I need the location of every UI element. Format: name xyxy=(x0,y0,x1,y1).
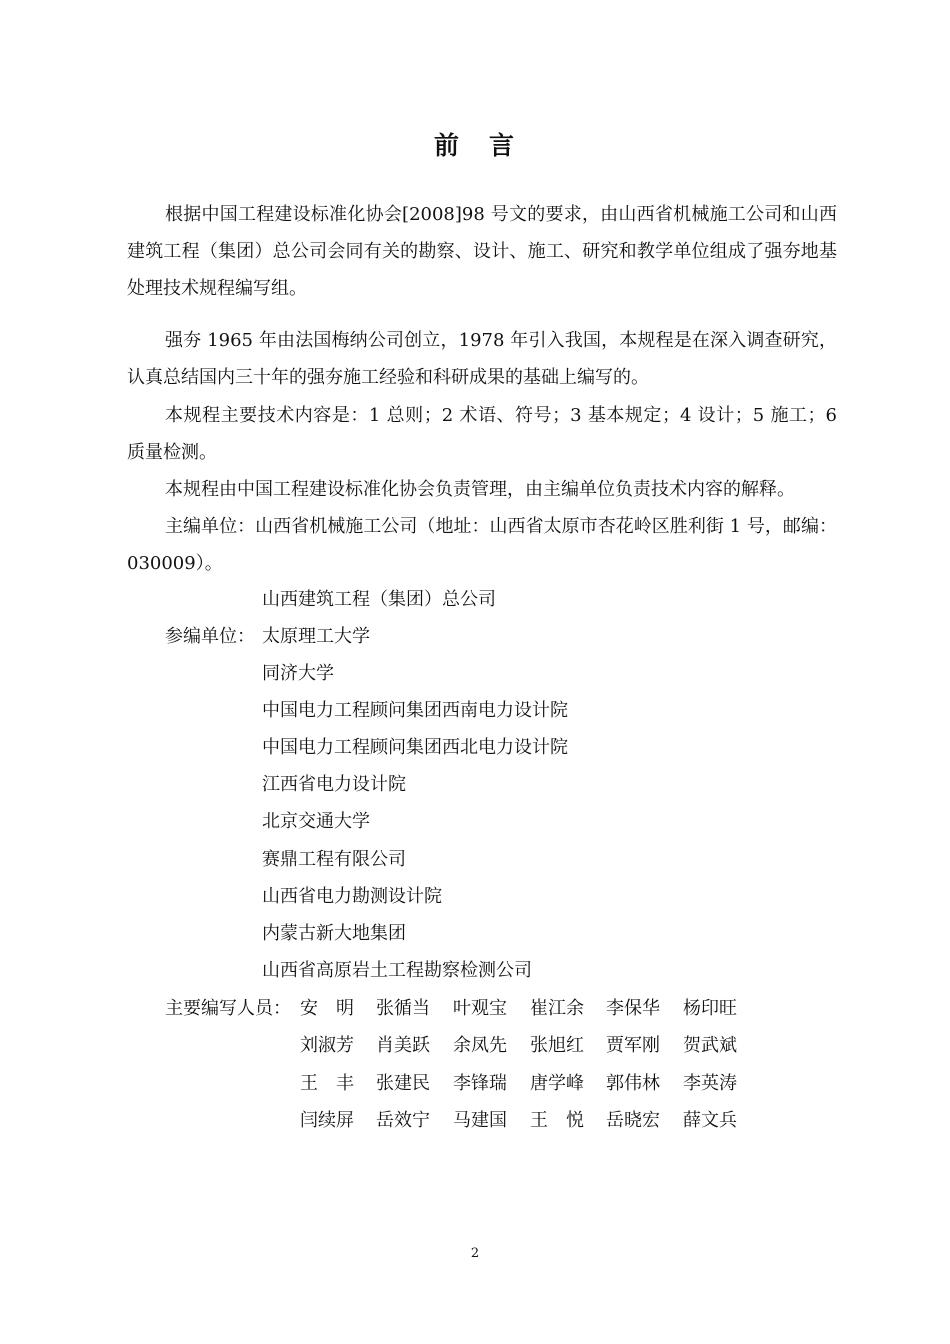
drafter-name: 闫续屏 xyxy=(300,1110,354,1131)
drafter-name: 刘淑芳 xyxy=(300,1035,354,1056)
drafter-name: 王 丰 xyxy=(300,1073,354,1094)
drafter-name: 岳效宁 xyxy=(376,1110,430,1131)
participating-unit: 山西省高原岩土工程勘察检测公司 xyxy=(262,960,532,981)
drafter-name: 贺武斌 xyxy=(683,1035,737,1056)
participating-unit: 山西省电力勘测设计院 xyxy=(262,886,442,907)
drafter-name: 安 明 xyxy=(300,998,354,1019)
page-number: 2 xyxy=(470,1246,480,1261)
participating-unit: 内蒙古新大地集团 xyxy=(262,923,406,944)
chief-unit-extra: 山西建筑工程（集团）总公司 xyxy=(262,589,496,610)
drafter-name: 李保华 xyxy=(606,998,660,1019)
drafter-name: 薛文兵 xyxy=(683,1110,737,1131)
paragraph-chief-unit: 主编单位：山西省机械施工公司（地址：山西省太原市杏花岭区胜利街 1 号，邮编：030009）。 xyxy=(127,516,837,574)
title-char-2: 言 xyxy=(489,131,517,160)
participating-unit: 北京交通大学 xyxy=(262,811,370,832)
title-char-1: 前 xyxy=(433,131,461,160)
paragraph-background: 根据中国工程建设标准化协会[2008]98 号文的要求，由山西省机械施工公司和山西建筑工程（集团）总公司会同有关的勘察、设计、施工、研究和教学单位组成了强夯地基处理技术规程编写组。 xyxy=(127,204,837,299)
drafter-name: 崔江余 xyxy=(530,998,584,1019)
participating-unit: 同济大学 xyxy=(262,663,334,684)
drafter-name: 李锋瑞 xyxy=(453,1073,507,1094)
drafter-name: 张建民 xyxy=(376,1073,430,1094)
participating-unit: 江西省电力设计院 xyxy=(262,774,406,795)
drafter-name: 叶观宝 xyxy=(453,998,507,1019)
page-title xyxy=(0,126,950,162)
paragraph-contents: 本规程主要技术内容是：1 总则；2 术语、符号；3 基本规定；4 设计；5 施工；6 质量检测。 xyxy=(127,405,837,463)
drafter-name: 王 悦 xyxy=(530,1110,584,1131)
participating-label: 参编单位： xyxy=(165,626,255,647)
drafter-name: 余凤先 xyxy=(453,1035,507,1056)
drafter-name: 马建国 xyxy=(453,1110,507,1131)
drafter-name: 肖美跃 xyxy=(376,1035,430,1056)
drafter-name: 岳晓宏 xyxy=(606,1110,660,1131)
paragraph-history: 强夯 1965 年由法国梅纳公司创立，1978 年引入我国，本规程是在深入调查研究，认真总结国内三十年的强夯施工经验和科研成果的基础上编写的。 xyxy=(127,330,837,388)
drafter-name: 唐学峰 xyxy=(530,1073,584,1094)
drafter-name: 贾军刚 xyxy=(606,1035,660,1056)
participating-unit: 中国电力工程顾问集团西南电力设计院 xyxy=(262,700,568,721)
paragraph-management: 本规程由中国工程建设标准化协会负责管理，由主编单位负责技术内容的解释。 xyxy=(165,479,795,500)
participating-unit: 赛鼎工程有限公司 xyxy=(262,849,406,870)
drafters-label: 主要编写人员： xyxy=(165,998,291,1019)
participating-unit: 太原理工大学 xyxy=(262,626,370,647)
drafter-name: 郭伟林 xyxy=(606,1073,660,1094)
drafter-name: 李英涛 xyxy=(683,1073,737,1094)
drafter-name: 张旭红 xyxy=(530,1035,584,1056)
drafter-name: 杨印旺 xyxy=(683,998,737,1019)
participating-unit: 中国电力工程顾问集团西北电力设计院 xyxy=(262,737,568,758)
drafter-name: 张循当 xyxy=(376,998,430,1019)
